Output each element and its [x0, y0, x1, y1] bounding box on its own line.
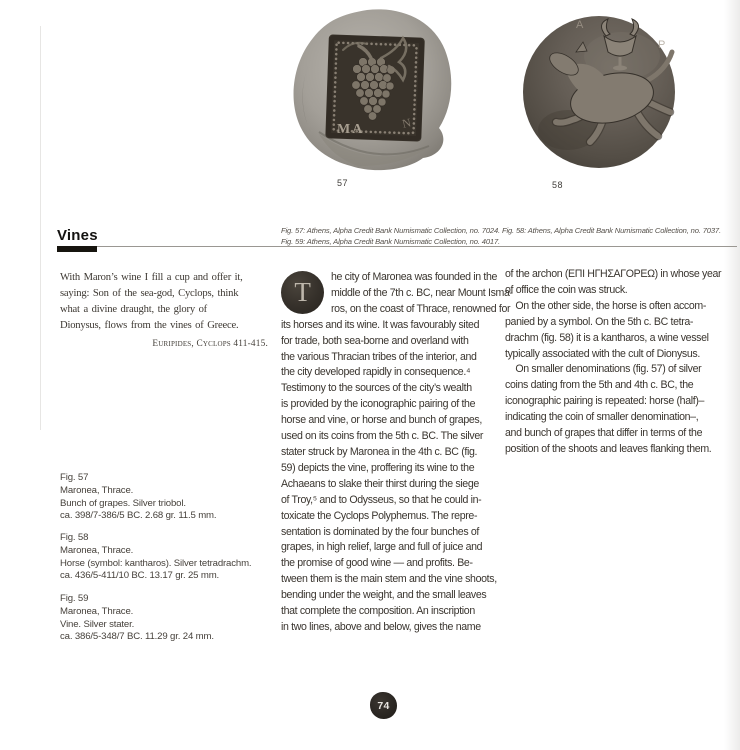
- epigraph-quote: With Maron’s wine I fill a cup and offer it, saying: Son of the sea-god, Cyclops, think what a divine draught, the glory of Dionysus, flows from the vines of Greece.: [60, 272, 243, 331]
- page-number-badge: [370, 692, 397, 719]
- figure-coin-58: [520, 8, 678, 198]
- drop-cap: T: [281, 271, 324, 314]
- coin-57-inscription-n: N: [400, 115, 413, 131]
- section-heading: Vines: [57, 227, 98, 244]
- body-column-2-text: of the archon (ΕΠΙ ΗΓΗΣΑΓΟΡΕΩ) in whose year of office the coin was struck. On the other side, the horse is often accom- panied by a symbol. On the 5th c. BC tetra- drachm (fig. 58) it is a kantharos, a wine vessel typically associated with the cult of Dionysus. On smaller denominations (fig. 57) of silver coins dating from the 5th and 4th c. BC, the iconographic pairing is repeated: horse (half)– indicating the coin of smaller denomination–, and bunch of grapes that differ in terms of the position of the shoots and leaves flanking them.: [505, 268, 722, 455]
- figure-credit-line-2: Fig. 59: Athens, Alpha Credit Bank Numismatic Collection, no. 4017.: [281, 236, 501, 246]
- coin-58-number-label: 58: [552, 180, 564, 190]
- body-column-2: [505, 267, 726, 458]
- figure-coin-57: [283, 6, 461, 196]
- page-curl-shadow: [724, 0, 740, 750]
- caption-fig-59-body: Maronea, Thrace. Vine. Silver stater. ca. 386/5-348/7 BC. 11.29 gr. 24 mm.: [60, 605, 214, 643]
- heading-rule-line: [57, 246, 737, 247]
- heading-rule-bar: [57, 246, 97, 252]
- caption-fig-58: [60, 532, 275, 583]
- epigraph-attribution: Euripides, Cyclops 411-415.: [152, 339, 268, 349]
- caption-fig-59: [60, 593, 275, 644]
- caption-fig-58-title: Fig. 58: [60, 532, 89, 543]
- figure-credits: [281, 226, 737, 247]
- coin-58-letter-alpha: Α: [576, 19, 584, 31]
- body-column-1: [281, 270, 513, 636]
- caption-fig-57-title: Fig. 57: [60, 472, 89, 483]
- coin-58-image: [520, 8, 678, 174]
- caption-fig-59-title: Fig. 59: [60, 593, 89, 604]
- coin-58-letter-rho: Ρ: [658, 39, 666, 51]
- scan-edge-line: [40, 26, 41, 430]
- coin-57-image: [283, 6, 461, 174]
- coin-57-number-label: 57: [337, 178, 349, 188]
- caption-fig-57-body: Maronea, Thrace. Bunch of grapes. Silver triobol. ca. 398/7-386/5 BC. 2.68 gr. 11.5 mm.: [60, 484, 217, 522]
- caption-fig-57: [60, 472, 275, 523]
- figure-credit-line-1: Fig. 57: Athens, Alpha Credit Bank Numismatic Collection, no. 7024. Fig. 58: Athens, Alpha Credit Bank Numismatic Collection, no. 7037.: [281, 226, 721, 235]
- coin-57-inscription-ma: MA: [337, 122, 365, 137]
- body-column-1-text: he city of Maronea was founded in the middle of the 7th c. BC, near Mount Isma- ros, on the coast of Thrace, renowned for its horses and its wine. It was favourably sited for trade, both sea-borne and overland with the various Thracian tribes of the interior, and the city developed rapidly in consequence.⁴ Testimony to the sources of the city’s wealth is provided by the iconographic pairing of the horse and vine, or horse and bunch of grapes, used on its coins from the 5th c. BC. The silver stater struck by Maronea in the 4th c. BC (fig. 59) depicts the vine, proffering its wine to the Achaeans to slake their thirst during the siege of Troy,⁵ and to Odysseus, so that he could in- toxicate the Cyclops Polyphemus. The repre- sentation is dominated by the four bunches of grapes, in high relief, large and full of juice and the promise of good wine — and profits. Be- tween them is the main stem and the vine shoots, bending under the weight, and the small leaves that complete the composition. An inscription in two lines, above and below, gives the name: [281, 271, 513, 633]
- page-number: 74: [377, 699, 390, 712]
- caption-fig-58-body: Maronea, Thrace. Horse (symbol: kantharos). Silver tetradrachm. ca. 436/5-411/10 BC. 13.17 gr. 25 mm.: [60, 544, 252, 582]
